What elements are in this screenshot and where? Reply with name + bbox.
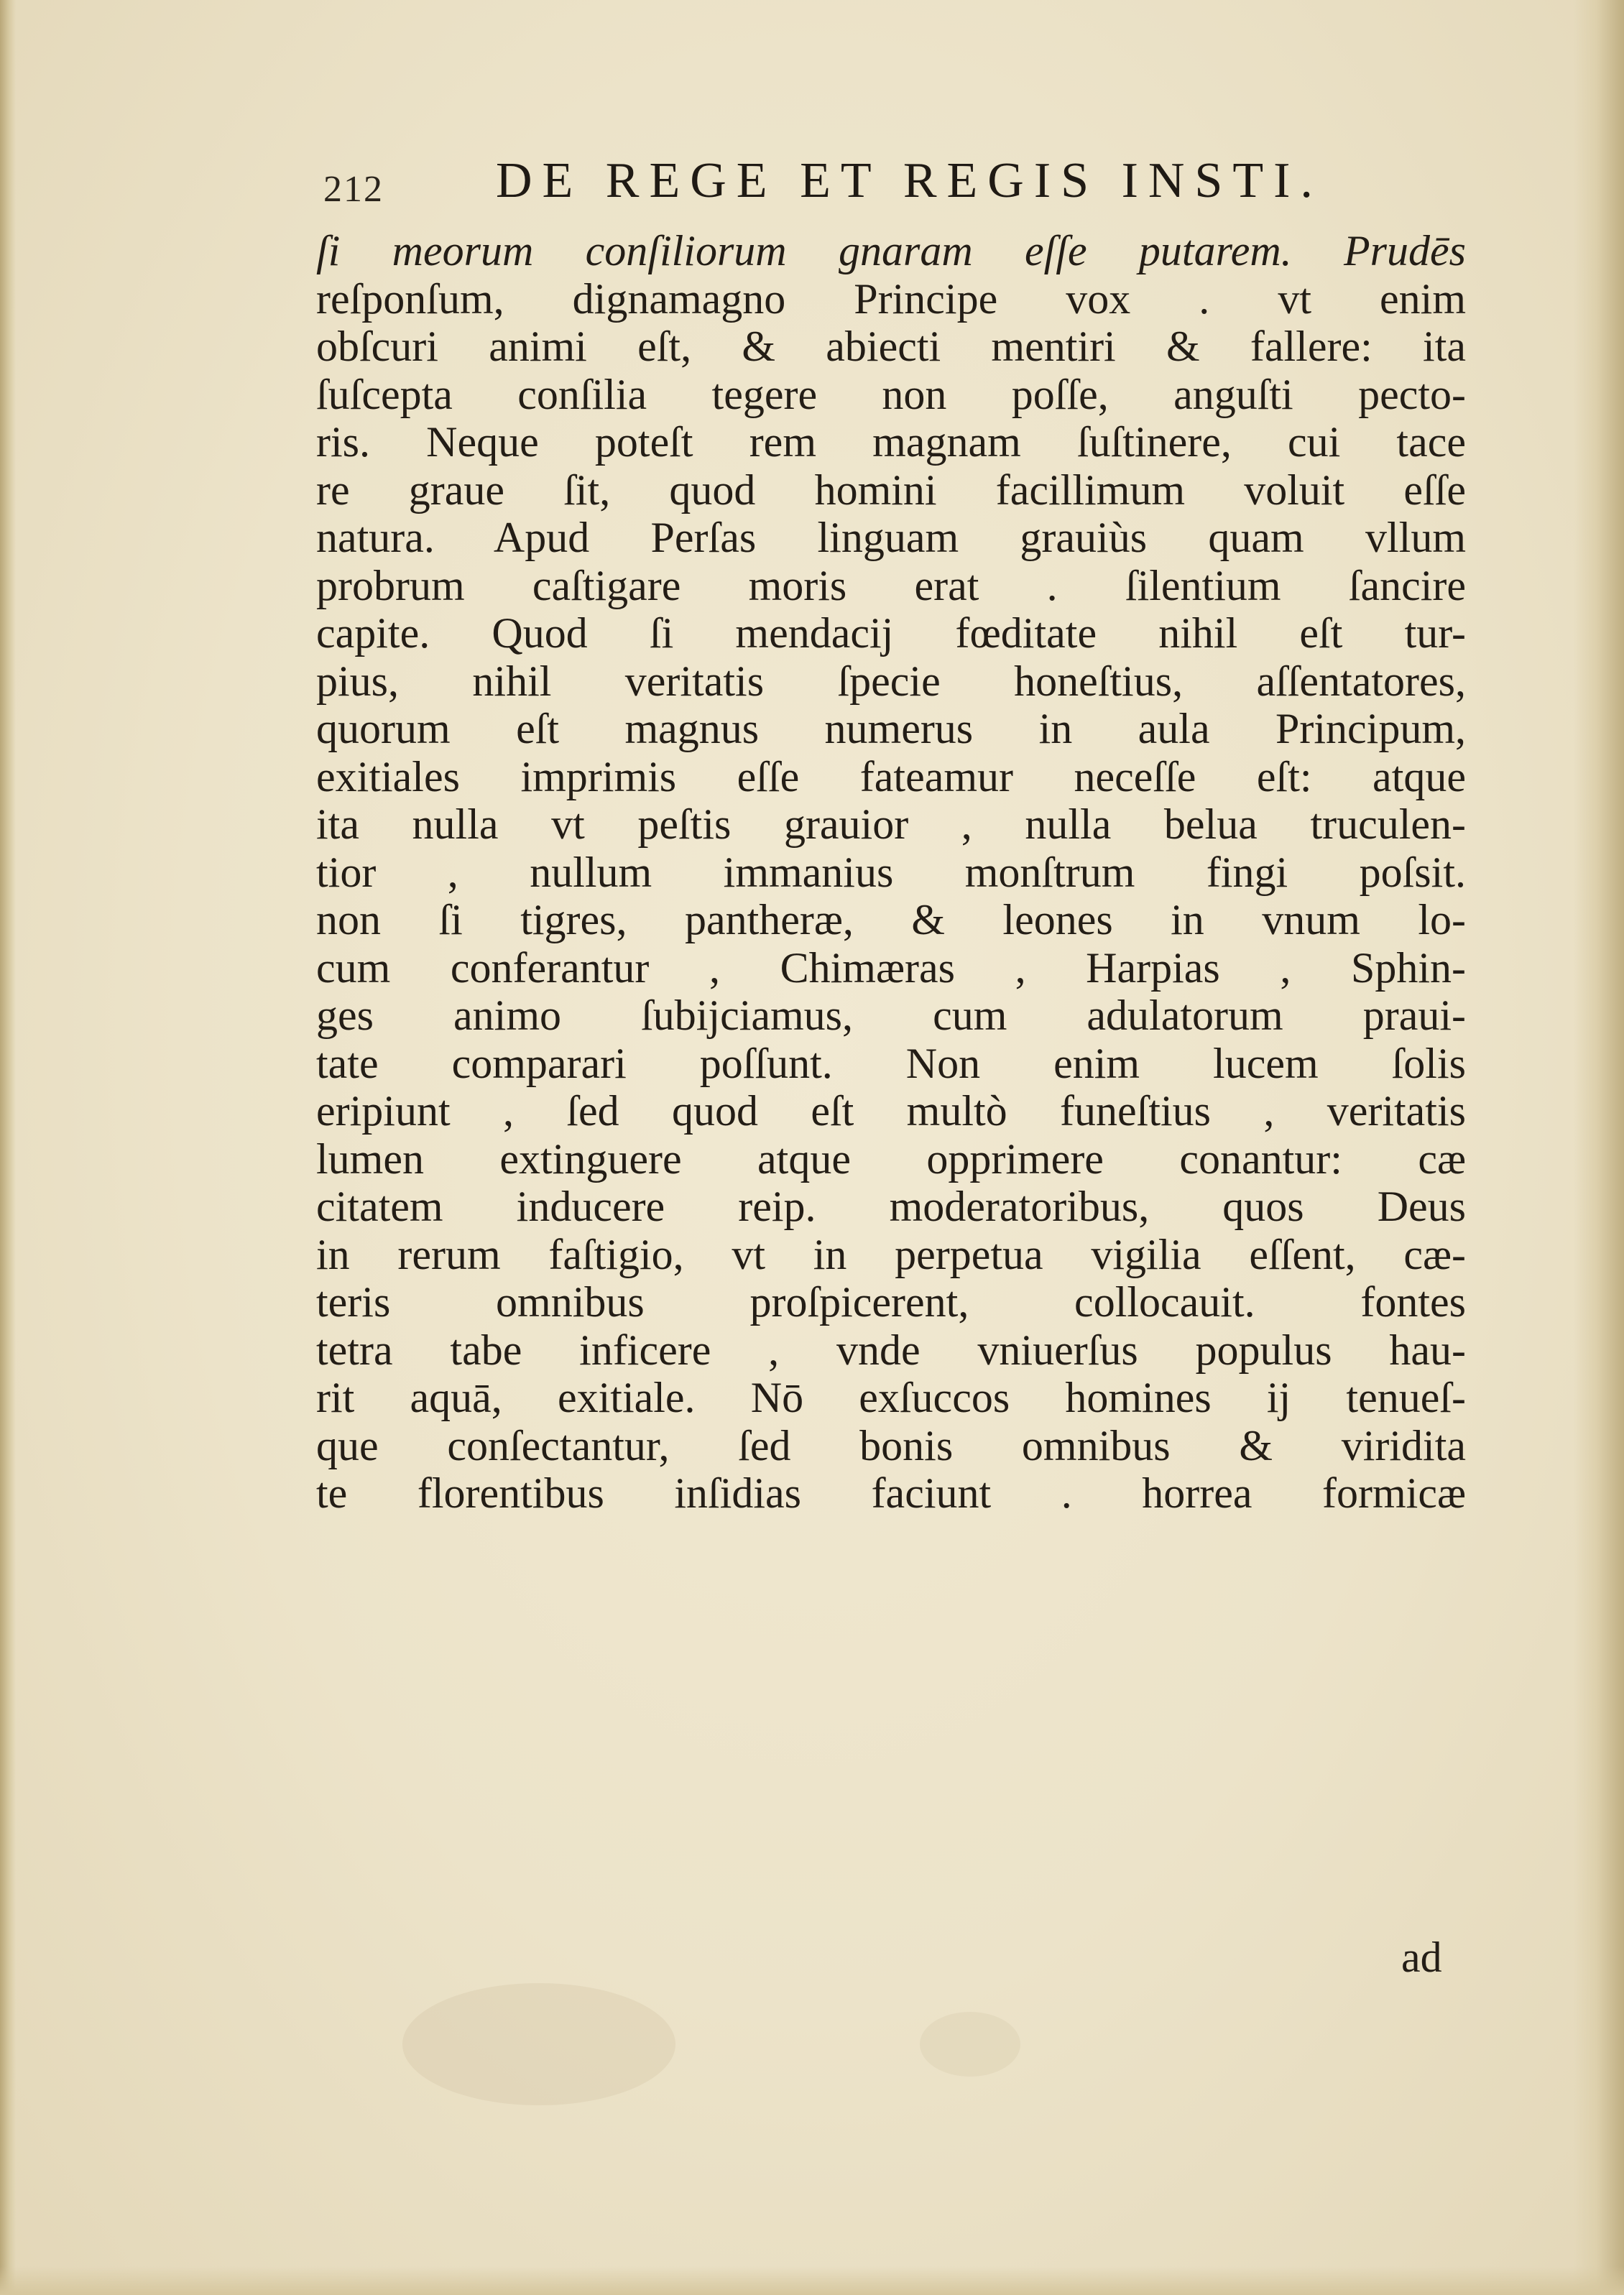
text-line: ges animo ſubijciamus, cum adulatorum praui- bbox=[316, 992, 1466, 1039]
paper-stain bbox=[402, 1983, 675, 2105]
text-line: probrum caſtigare moris erat . ſilentium ſancire bbox=[316, 561, 1466, 609]
page-gutter-shadow bbox=[0, 0, 16, 2295]
text-line: teris omnibus proſpicerent, collocauit. fontes bbox=[316, 1278, 1466, 1326]
text-line: eripiunt , ſed quod eſt multò funeſtius , veritatis bbox=[316, 1087, 1466, 1135]
text-line: capite. Quod ſi mendacij fœditate nihil eſt tur- bbox=[316, 609, 1466, 657]
page-edge-shadow bbox=[1574, 0, 1624, 2295]
text-line: exitiales imprimis eſſe fateamur neceſſe eſt: atque bbox=[316, 752, 1466, 800]
running-title: DE REGE ET REGIS INSTI. bbox=[496, 153, 1323, 208]
text-line: cum conferantur , Chimæras , Harpias , Sphin- bbox=[316, 943, 1466, 992]
text-line: citatem inducere reip. moderatoribus, quos Deus bbox=[316, 1183, 1466, 1230]
page-bottom-edge bbox=[0, 2266, 1624, 2295]
text-line: ris. Neque poteſt rem magnam ſuſtinere, cui tace bbox=[316, 418, 1466, 466]
catchword: ad bbox=[1401, 1934, 1442, 1981]
text-line: ſuſcepta conſilia tegere non poſſe, anguſti pecto- bbox=[316, 370, 1466, 418]
paper-stain bbox=[920, 2012, 1020, 2077]
text-line: que conſectantur, ſed bonis omnibus & viridita bbox=[316, 1421, 1466, 1469]
text-line: obſcuri animi eſt, & abiecti mentiri & fallere: ita bbox=[316, 323, 1466, 370]
text-line: natura. Apud Perſas linguam grauiùs quam vllum bbox=[316, 514, 1466, 561]
page-header bbox=[323, 152, 1444, 217]
text-line: tetra tabe inficere , vnde vniuerſus populus hau- bbox=[316, 1326, 1466, 1374]
page-number: 212 bbox=[323, 169, 384, 210]
text-line: ita nulla vt peſtis grauior , nulla belua truculen- bbox=[316, 800, 1466, 848]
text-line: non ſi tigres, pantheræ, & leones in vnum lo- bbox=[316, 896, 1466, 943]
text-line: rit aquā, exitiale. Nō exſuccos homines ij tenueſ- bbox=[316, 1374, 1466, 1421]
text-line: ſi meorum conſiliorum gnaram eſſe putarem. Prudēs bbox=[316, 227, 1466, 274]
text-line: in rerum faſtigio, vt in perpetua vigilia eſſent, cæ- bbox=[316, 1230, 1466, 1278]
text-line: reſponſum, dignamagno Principe vox . vt enim bbox=[316, 274, 1466, 323]
text-line: tior , nullum immanius monſtrum fingi poſsit. bbox=[316, 848, 1466, 896]
text-line: pius, nihil veritatis ſpecie honeſtius, aſſentatores, bbox=[316, 657, 1466, 705]
text-line: tate comparari poſſunt. Non enim lucem ſolis bbox=[316, 1039, 1466, 1087]
text-line: quorum eſt magnus numerus in aula Principum, bbox=[316, 705, 1466, 752]
body-text bbox=[316, 227, 1466, 1518]
text-line: re graue ſit, quod homini facillimum voluit eſſe bbox=[316, 466, 1466, 514]
text-line: lumen extinguere atque opprimere conantur: cæ bbox=[316, 1135, 1466, 1183]
text-line: te florentibus inſidias faciunt . horrea formicæ bbox=[316, 1469, 1466, 1517]
